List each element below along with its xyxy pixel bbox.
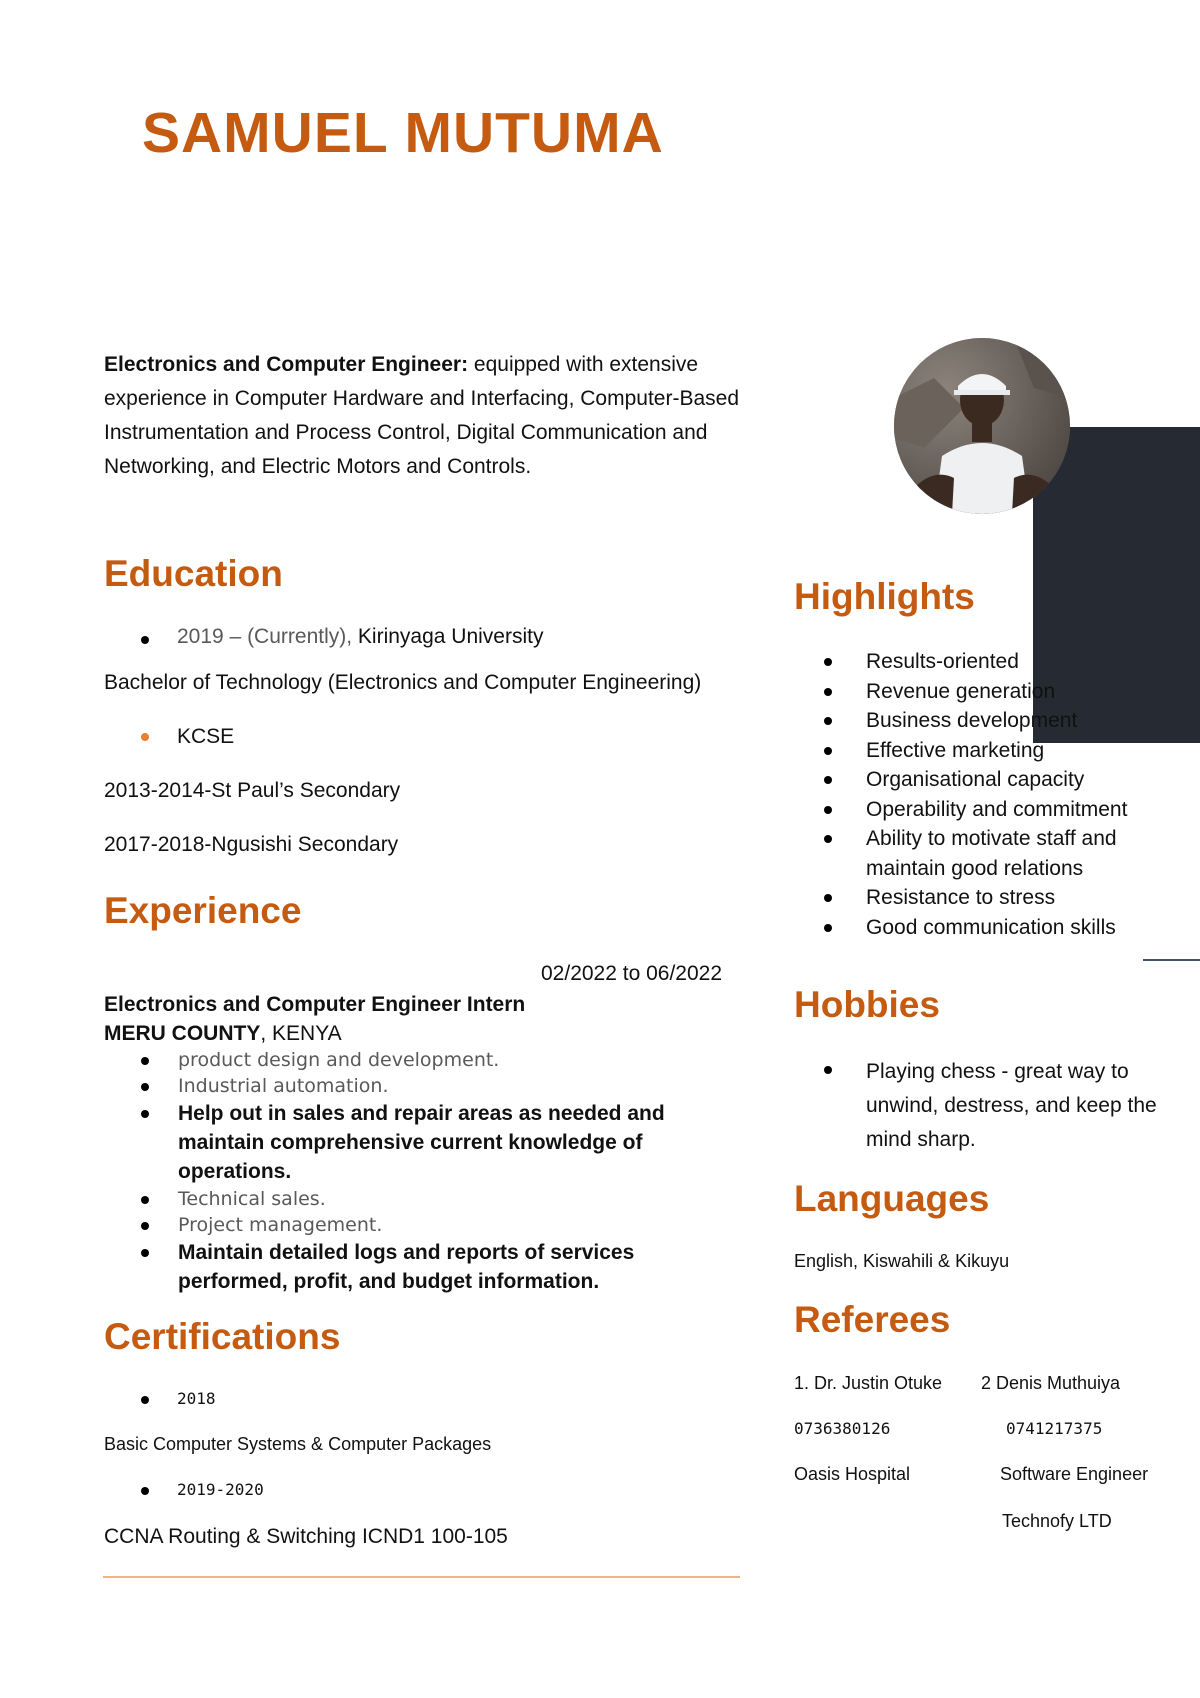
profile-photo	[894, 338, 1070, 514]
highlight-item: Resistance to stress	[794, 883, 1184, 913]
experience-bullet: Maintain detailed logs and reports of services performed, profit, and budget information.	[104, 1238, 744, 1296]
certification-bullet-2	[141, 1487, 149, 1495]
experience-bullet: Help out in sales and repair areas as needed and maintain comprehensive current knowledge of operations.	[104, 1099, 744, 1186]
experience-bullet: Technical sales.	[104, 1186, 744, 1212]
certifications-heading: Certifications	[104, 1316, 341, 1357]
highlight-item: Revenue generation	[794, 677, 1184, 707]
highlights-heading: Highlights	[794, 576, 975, 617]
decorative-rule-bottom	[103, 1576, 740, 1578]
highlight-item: Organisational capacity	[794, 765, 1184, 795]
education-bullet-1	[141, 636, 149, 644]
highlight-item: Effective marketing	[794, 736, 1184, 766]
hobbies-list	[794, 1055, 1174, 1157]
hobbies-heading: Hobbies	[794, 984, 940, 1025]
experience-role: Electronics and Computer Engineer Intern	[104, 993, 526, 1016]
highlight-item: Results-oriented	[794, 647, 1184, 677]
experience-heading: Experience	[104, 890, 302, 931]
education-item-1-school: Kirinyaga University	[352, 625, 544, 648]
languages-heading: Languages	[794, 1178, 990, 1219]
education-item-1-years: 2019 – (Currently),	[177, 625, 353, 648]
referee-2-name: 2 Denis Muthuiya	[981, 1373, 1121, 1393]
experience-dates: 02/2022 to 06/2022	[541, 962, 723, 985]
education-school-a: 2013-2014-St Paul’s Secondary	[104, 779, 401, 802]
certification-1: Basic Computer Systems & Computer Packages	[104, 1434, 492, 1454]
education-item-1	[177, 625, 543, 649]
candidate-name: SAMUEL MUTUMA	[142, 101, 664, 165]
experience-location-county: MERU COUNTY	[104, 1022, 261, 1045]
referee-1-name: 1. Dr. Justin Otuke	[794, 1373, 943, 1393]
experience-bullet: Project management.	[104, 1212, 744, 1238]
experience-location	[104, 1022, 342, 1046]
summary-text: equipped with extensive experience in Computer Hardware and Interfacing, Computer-Based Instrumentation and Process Control, Digital Communication and Networking, and Electric Motors and Controls.	[104, 353, 739, 478]
referee-2-phone: 0741217375	[1006, 1419, 1103, 1438]
hobby-item: Playing chess - great way to unwind, destress, and keep the mind sharp.	[794, 1055, 1174, 1157]
highlight-item: Business development	[794, 706, 1184, 736]
education-degree: Bachelor of Technology (Electronics and Computer Engineering)	[104, 671, 702, 694]
referee-2-title: Software Engineer	[1000, 1464, 1149, 1484]
highlights-list	[794, 647, 1184, 942]
profile-summary	[104, 348, 784, 484]
highlight-item: Operability and commitment	[794, 795, 1184, 825]
referee-1-org: Oasis Hospital	[794, 1464, 911, 1484]
certification-bullet-1	[141, 1396, 149, 1404]
experience-location-country: , KENYA	[260, 1022, 342, 1045]
experience-bullet: Industrial automation.	[104, 1073, 744, 1099]
referee-2-org: Technofy LTD	[1002, 1511, 1112, 1531]
decorative-rule-right	[1143, 959, 1200, 961]
certification-year-2: 2019-2020	[177, 1480, 264, 1499]
education-bullet-2	[141, 733, 149, 741]
summary-title: Electronics and Computer Engineer:	[104, 353, 469, 376]
highlight-item: Ability to motivate staff and maintain good relations	[794, 824, 1184, 883]
experience-bullets	[104, 1047, 744, 1296]
portrait-photo-icon	[894, 338, 1070, 514]
education-school-b: 2017-2018-Ngusishi Secondary	[104, 833, 399, 856]
highlight-item: Good communication skills	[794, 913, 1184, 943]
certification-2: CCNA Routing & Switching ICND1 100-105	[104, 1525, 508, 1548]
education-item-2: KCSE	[177, 725, 235, 748]
referees-heading: Referees	[794, 1299, 951, 1340]
education-heading: Education	[104, 553, 283, 594]
experience-bullet: product design and development.	[104, 1047, 744, 1073]
certification-year-1: 2018	[177, 1389, 216, 1408]
referee-1-phone: 0736380126	[794, 1419, 891, 1438]
languages-text: English, Kiswahili & Kikuyu	[794, 1251, 1010, 1271]
